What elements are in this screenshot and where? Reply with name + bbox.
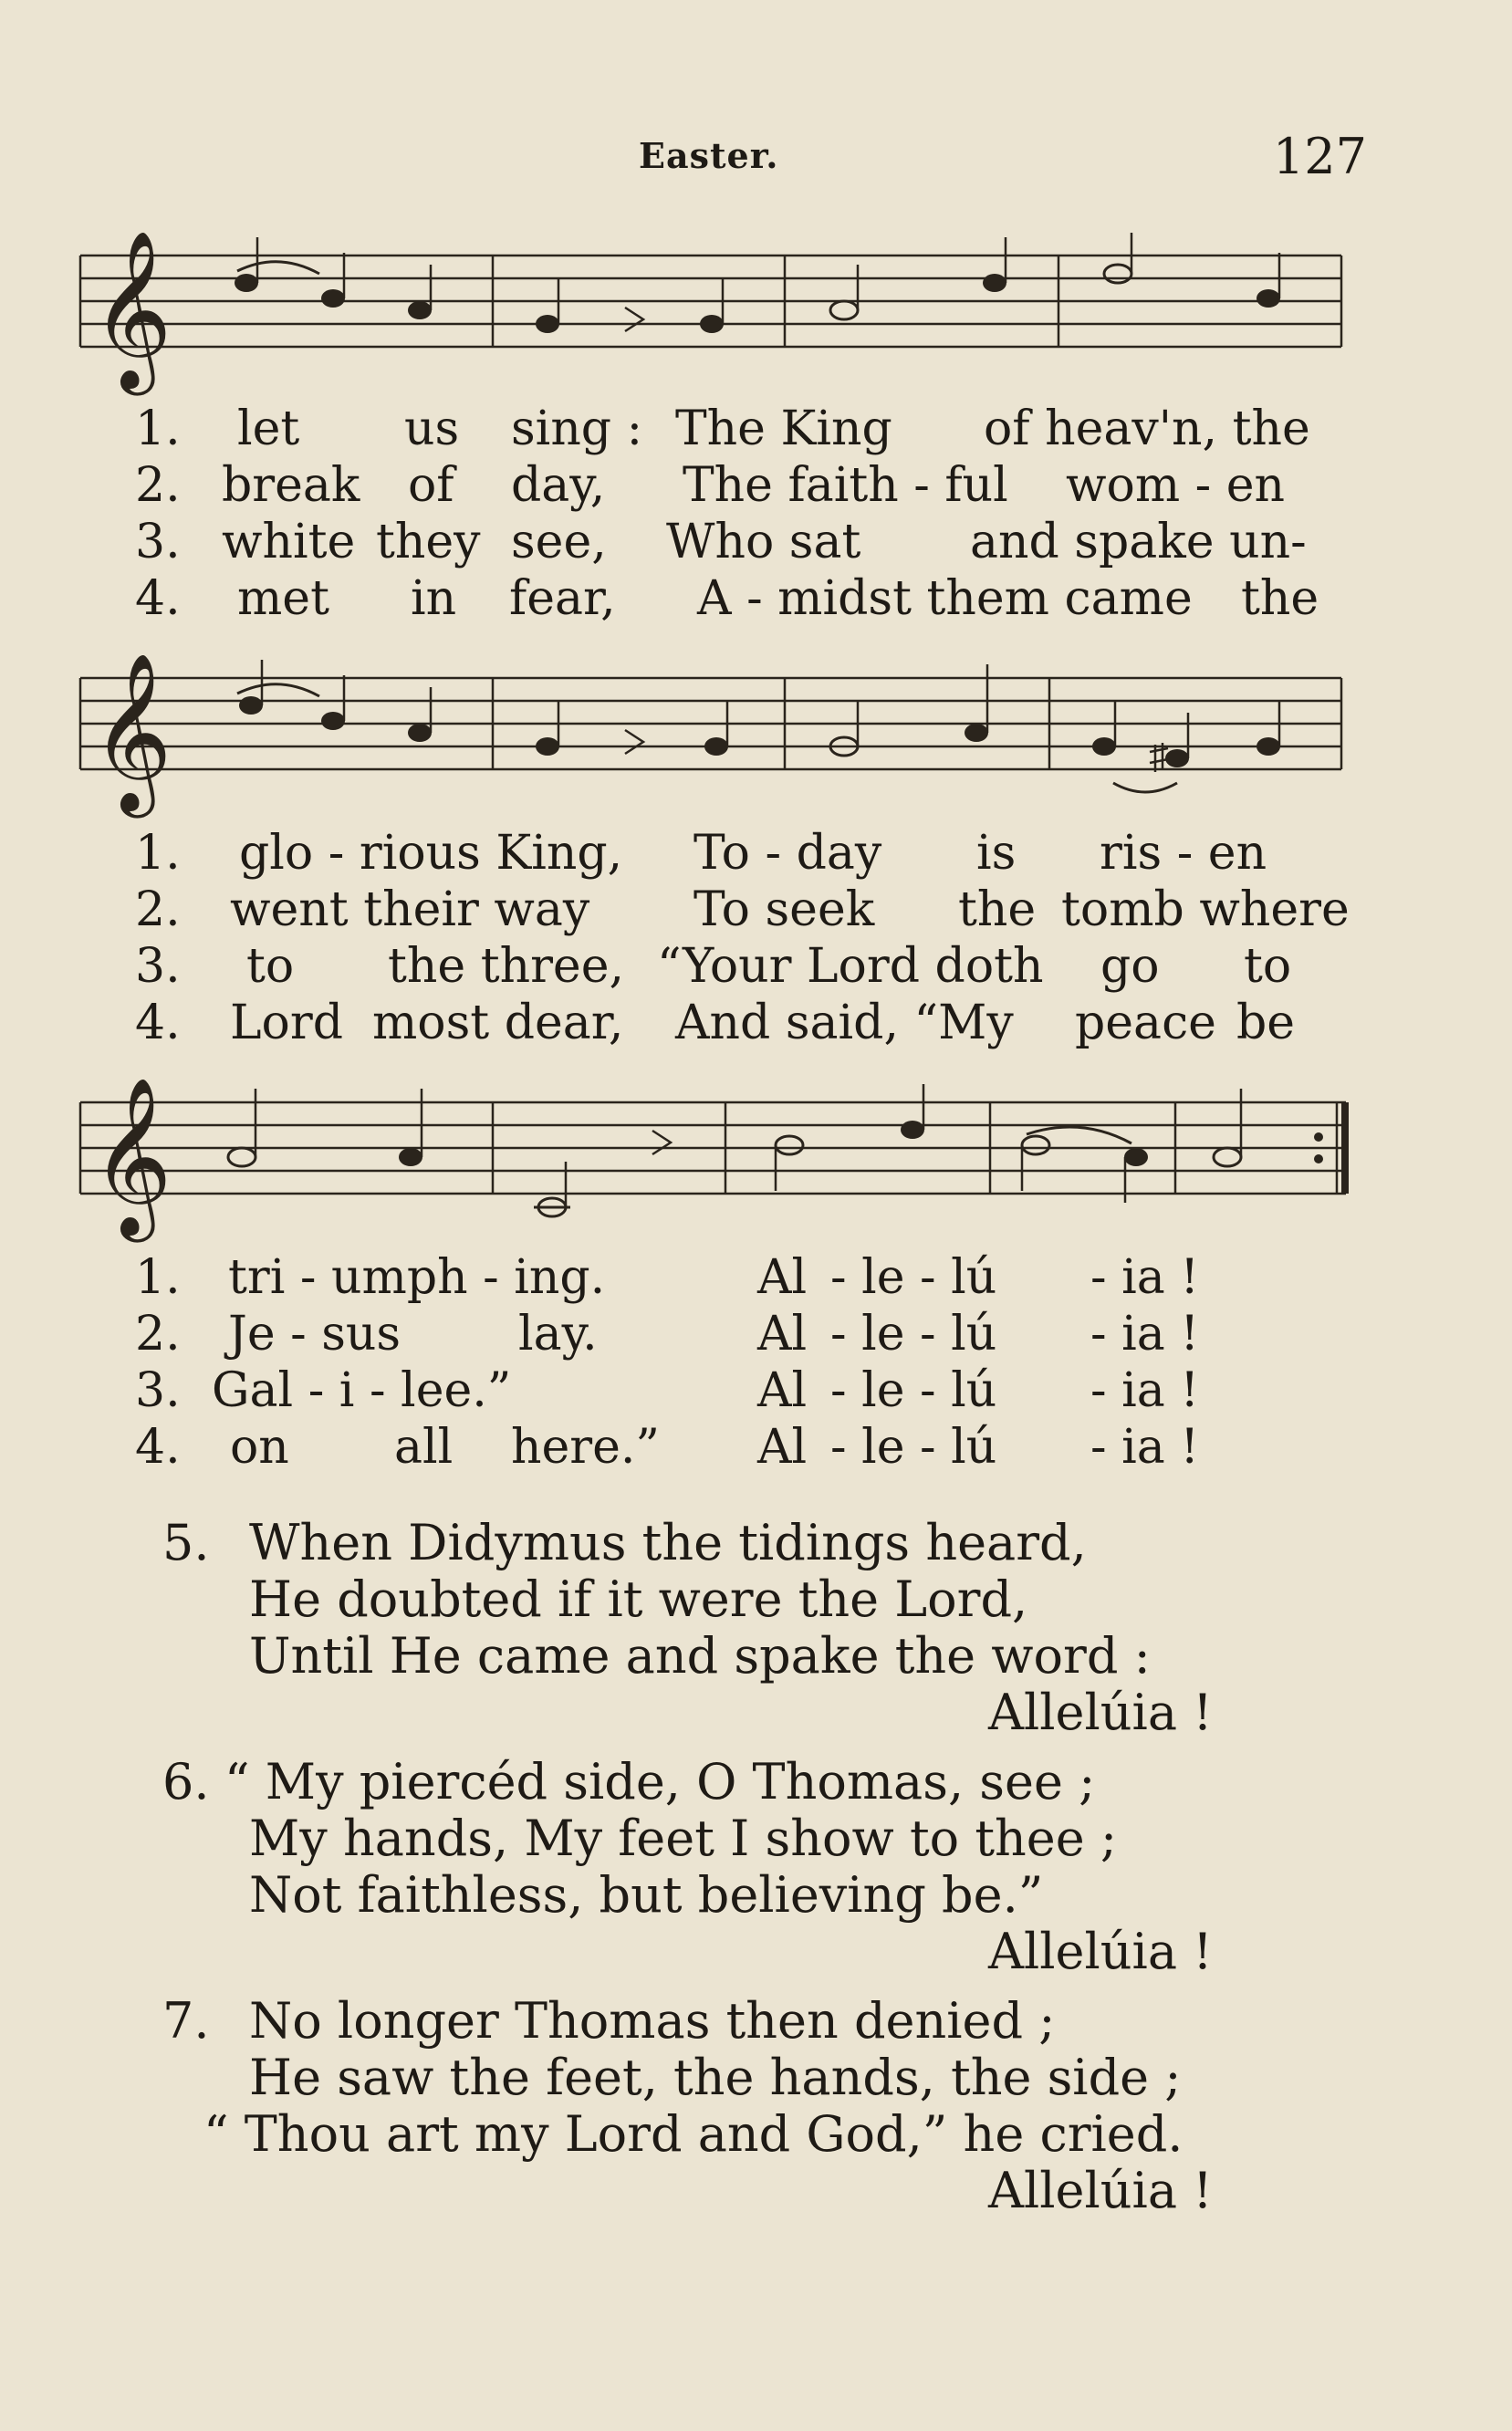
verse-line: He saw the feet, the hands, the side ; xyxy=(249,2049,1182,2106)
music-staff-2 xyxy=(73,655,1350,819)
svg-text:𝄞: 𝄞 xyxy=(91,1080,172,1236)
running-header: Easter. xyxy=(639,135,779,176)
verse-number: 6. xyxy=(162,1753,210,1810)
verse-alleluia: Allelúia ! xyxy=(988,1923,1213,1980)
music-staff-1 xyxy=(73,233,1350,397)
verse-line: When Didymus the tidings heard, xyxy=(249,1514,1087,1571)
verse-line: Not faithless, but believing be.” xyxy=(249,1866,1044,1924)
verse-alleluia: Allelúia ! xyxy=(988,1684,1213,1741)
hymn-page: Easter. 127 𝄞 1. let us sing : The King of heav'n, the 2. break of day, The faith - ful wom - en 3. white they see, Who sat and spake un- 4. met in fear, A - midst them came the 𝄞 1. glo - rious King, To - day is ris - en 2. went their way To seek the tomb where 3. to the three, “Your Lord doth go to 4. Lord most dear, And said, “My peace be 𝄞 1. tri - umph - ing. Al - le - lú - ia ! 2. Je - sus lay. Al - le - lú - ia ! 3. Gal - i - lee.” Al - le - lú - ia ! 4. on all here.” Al - le - lú - ia ! 5. When Didymus the tidings heard, He doubted if it were the Lord, Until He came and spake the word : Allelúia ! 6. “ My piercéd side, O Thomas, see ; My hands, My feet I show to thee ; Not faithless, but believing be.” Allelúia ! 7. No longer Thomas then denied ; He saw the feet, the hands, the side ; “ Thou art my Lord and God,” he cried. Allelúia ! xyxy=(0,0,1512,2431)
verse-line: “ My piercéd side, O Thomas, see ; xyxy=(224,1753,1096,1810)
verse-line: “ Thou art my Lord and God,” he cried. xyxy=(203,2105,1184,2163)
svg-text:𝄞: 𝄞 xyxy=(91,655,172,811)
verse-line: He doubted if it were the Lord, xyxy=(249,1570,1028,1628)
verse-number: 7. xyxy=(162,1992,210,2050)
verse-6 xyxy=(162,1754,1257,1991)
verse-7 xyxy=(162,1993,1257,2230)
verse-line: No longer Thomas then denied ; xyxy=(249,1992,1056,2050)
music-staff-3 xyxy=(73,1080,1350,1244)
verse-5 xyxy=(162,1515,1257,1752)
verse-line: My hands, My feet I show to thee ; xyxy=(249,1810,1118,1867)
verse-line: Until He came and spake the word : xyxy=(249,1627,1151,1685)
verse-number: 5. xyxy=(162,1514,210,1571)
verse-alleluia: Allelúia ! xyxy=(988,2162,1213,2219)
page-number: 127 xyxy=(1272,128,1367,185)
svg-text:𝄞: 𝄞 xyxy=(91,233,172,389)
